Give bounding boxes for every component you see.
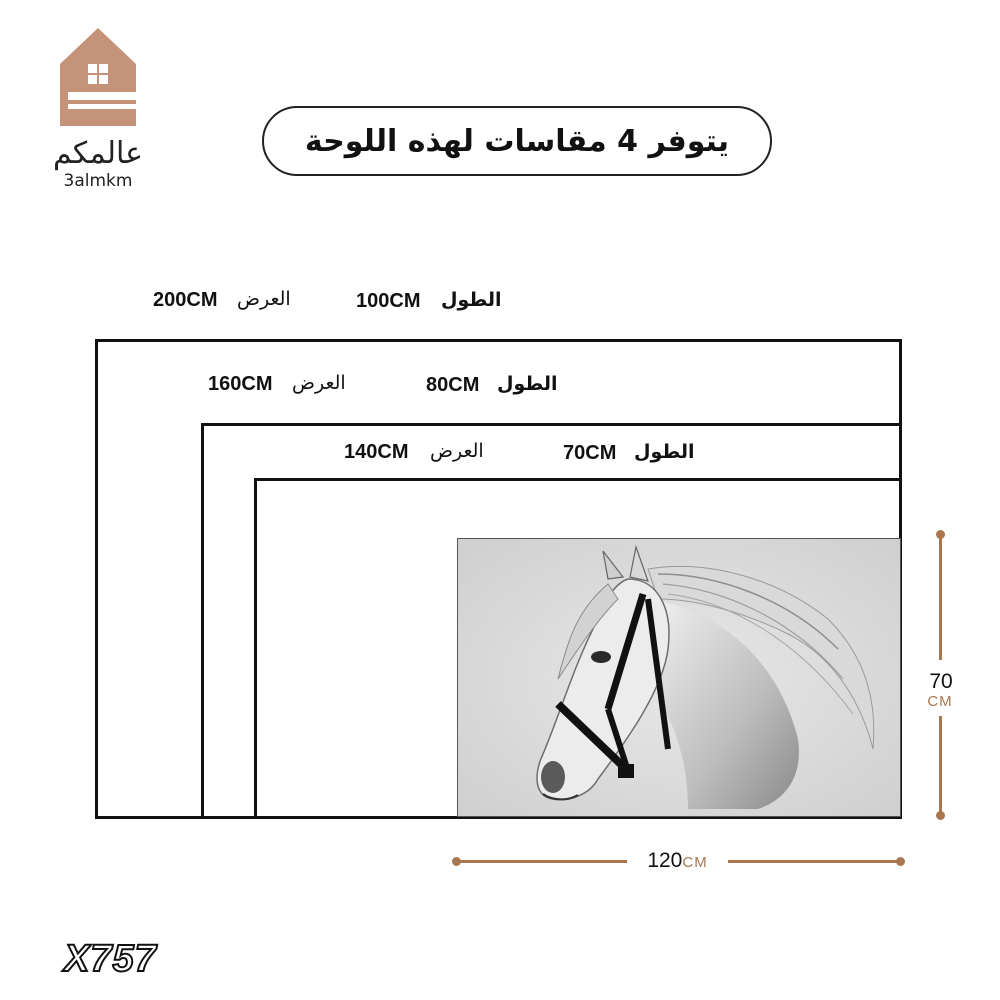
size-2-width-value: 160CM xyxy=(208,373,273,395)
painting-preview xyxy=(457,538,901,817)
size-2-length-value: 80CM xyxy=(426,374,480,396)
height-dim-number: 70 xyxy=(929,670,953,693)
height-dim-line-top xyxy=(939,535,942,660)
height-dim-unit: CM xyxy=(927,693,953,710)
size-3-width-label: العرض xyxy=(430,440,484,462)
size-1-width-value: 200CM xyxy=(153,289,218,311)
size-1-length-value: 100CM xyxy=(356,290,421,312)
size-3-width xyxy=(344,441,408,464)
size-1-length xyxy=(356,290,420,313)
page-title: يتوفر 4 مقاسات لهذه اللوحة xyxy=(304,123,730,159)
house-logo-icon xyxy=(48,26,148,136)
size-2-width xyxy=(208,373,272,396)
size-1-width xyxy=(153,289,217,312)
size-2-length xyxy=(426,374,479,397)
size-1-width-label: العرض xyxy=(237,288,291,310)
brand-name-arabic: عالمكم xyxy=(52,136,144,171)
width-dim-right-dot xyxy=(896,857,905,866)
size-3-length xyxy=(563,442,616,465)
width-dim-unit: CM xyxy=(682,854,708,871)
height-dim-bottom-dot xyxy=(936,811,945,820)
size-1-length-label: الطول xyxy=(441,289,502,311)
size-2-width-label: العرض xyxy=(292,372,346,394)
title-pill xyxy=(262,106,772,176)
width-dim-line-left xyxy=(457,860,627,863)
size-2-length-label: الطول xyxy=(497,373,558,395)
horse-head-icon xyxy=(458,539,901,817)
size-3-width-value: 140CM xyxy=(344,441,409,463)
brand-name-english: 3almkm xyxy=(63,171,133,191)
size-3-length-label: الطول xyxy=(634,441,695,463)
width-dim-number: 120 xyxy=(647,849,683,872)
height-dim-line-bottom xyxy=(939,716,942,814)
size-3-length-value: 70CM xyxy=(563,442,617,464)
brand-logo xyxy=(48,26,158,191)
width-dim-line-right xyxy=(728,860,900,863)
product-code: X757 xyxy=(64,938,157,980)
width-dim-label xyxy=(630,849,725,873)
